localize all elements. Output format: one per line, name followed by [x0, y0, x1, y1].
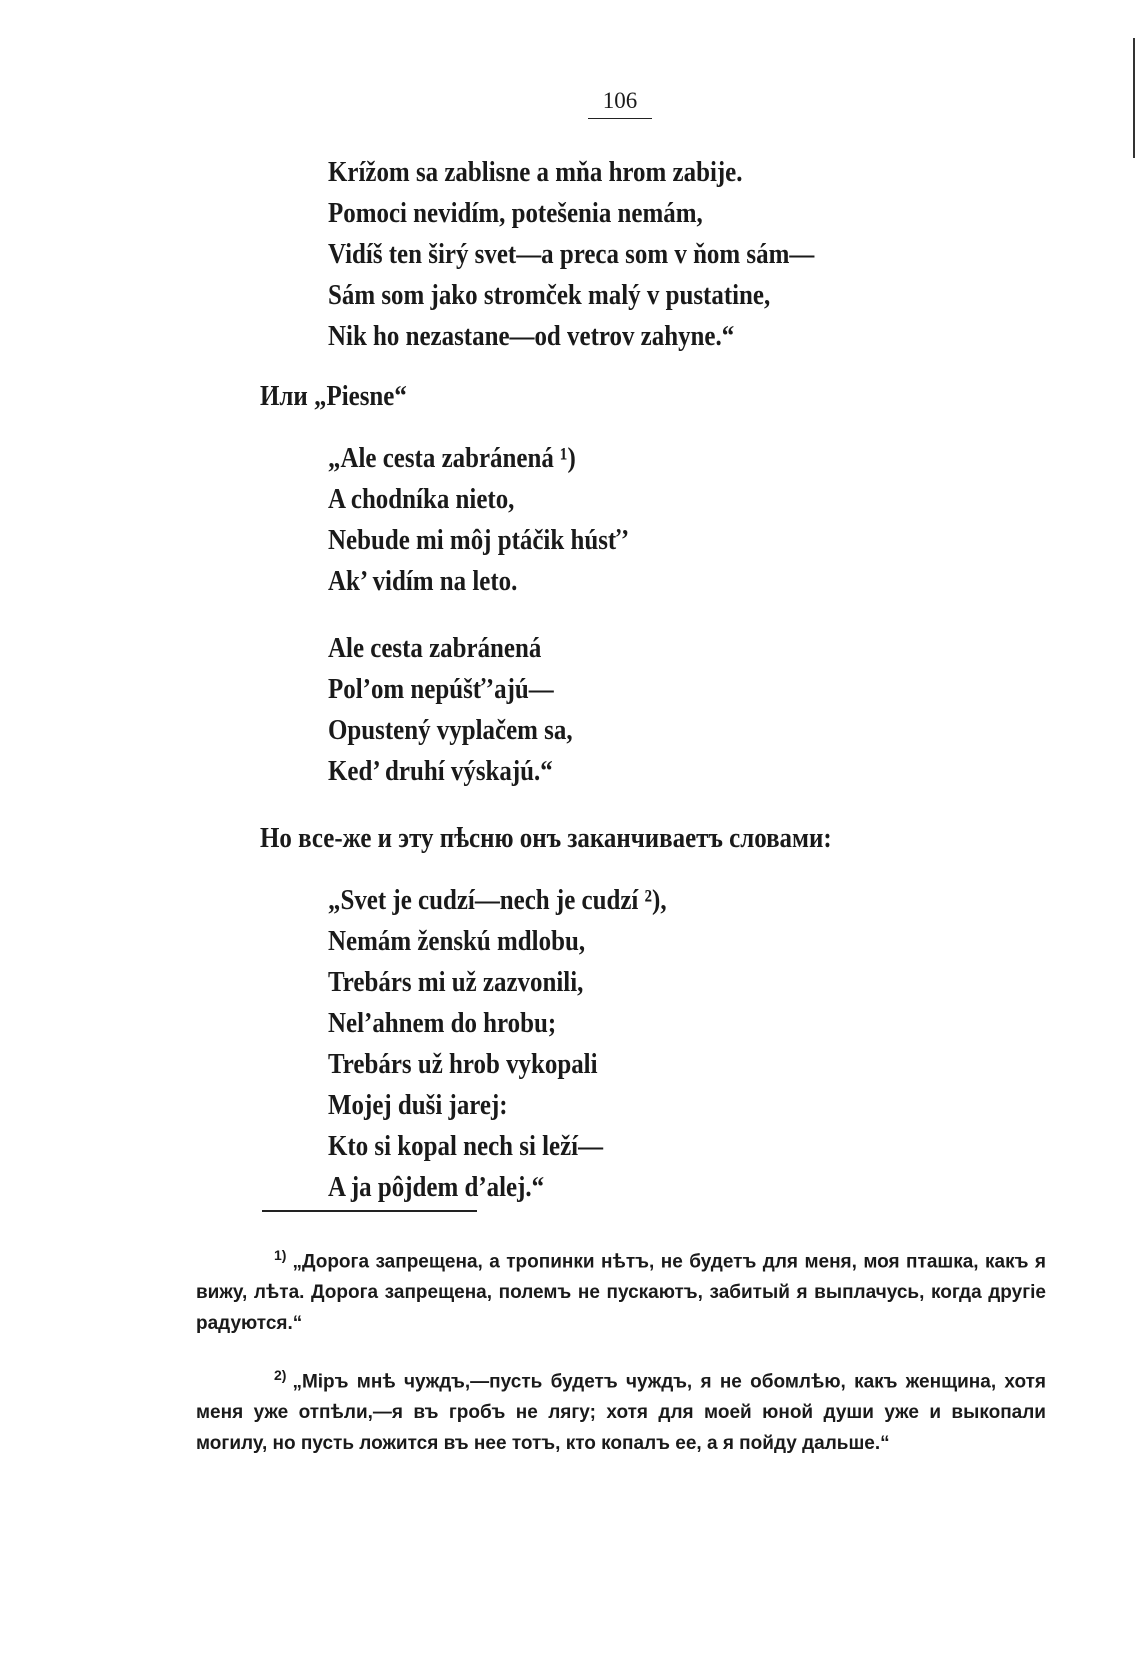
footnote-marker: 1) — [274, 1247, 287, 1263]
stanza-1 — [328, 152, 893, 357]
verse-line: Trebárs mi už zazvonili, — [328, 966, 584, 998]
verse-line: Nebude mi môj ptáčik húsť’ — [328, 524, 630, 556]
footnote-text: „Міръ мнѣ чуждъ,—пусть будетъ чуждъ, я не обомлѣю, какъ женщина, хотя меня уже отпѣли,—я въ гробъ не лягу; хотя для моей юной души уже и выкопали могилу, но пусть ложится въ нее тотъ, кто копалъ ее, а я пойду дальше.“ — [196, 1371, 1046, 1455]
verse-line: Ak’ vidím na leto. — [328, 565, 518, 597]
verse-line: Nel’ahnem do hrobu; — [328, 1007, 557, 1039]
verse-line: Vidíš ten širý svet—a preca som v ňom sám— — [328, 238, 815, 270]
page-edge-mark — [1133, 38, 1135, 158]
verse-line: Pol’om nepúšť’ajú— — [328, 673, 554, 705]
verse-line: Mojej duši jarej: — [328, 1089, 508, 1121]
stanza-4 — [328, 880, 722, 1208]
intro-closing-words: Но все-же и эту пѣсню онъ заканчиваетъ словами: — [260, 822, 832, 854]
footnote-text: „Дорога запрещена, а тропинки нѣтъ, не будетъ для меня, моя пташка, какъ я вижу, лѣта. Дорога запрещена, полемъ не пускаютъ, забитый я выплачусь, когда другіе радуются.“ — [196, 1251, 1046, 1335]
intro-piesne: Или „Piesne“ — [260, 380, 407, 412]
page-number: 106 — [588, 88, 652, 119]
stanza-2 — [328, 438, 678, 602]
verse-line: Trebárs už hrob vykopali — [328, 1048, 598, 1080]
verse-line: A ja pôjdem d’alej.“ — [328, 1171, 545, 1203]
stanza-3 — [328, 628, 612, 792]
verse-line: Krížom sa zablisne a mňa hrom zabije. — [328, 156, 743, 188]
verse-line: „Svet je cudzí—nech je cudzí ²), — [328, 884, 667, 916]
verse-line: A chodníka nieto, — [328, 483, 515, 515]
footnote-divider — [262, 1210, 477, 1212]
footnote-marker: 2) — [274, 1367, 287, 1383]
verse-line: Ked’ druhí výskajú.“ — [328, 755, 553, 787]
verse-line: Nemám ženskú mdlobu, — [328, 925, 586, 957]
footnote-2 — [196, 1360, 1046, 1459]
footnote-1 — [196, 1240, 1046, 1339]
verse-line: Pomoci nevidím, potešenia nemám, — [328, 197, 703, 229]
verse-line: „Ale cesta zabránená ¹) — [328, 442, 576, 474]
verse-line: Nik ho nezastane—od vetrov zahyne.“ — [328, 320, 735, 352]
verse-line: Opustený vyplačem sa, — [328, 714, 573, 746]
verse-line: Kto si kopal nech si leží— — [328, 1130, 604, 1162]
verse-line: Sám som jako stromček malý v pustatine, — [328, 279, 771, 311]
verse-line: Ale cesta zabránená — [328, 632, 542, 664]
